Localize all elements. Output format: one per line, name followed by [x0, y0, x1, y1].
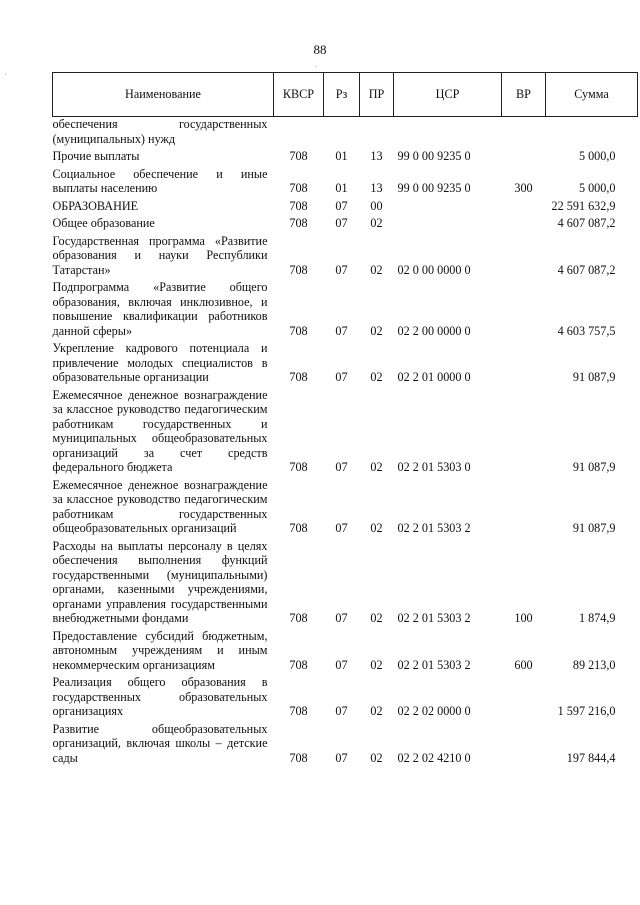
row-name: Социальное обеспечение и иные выплаты населению [52, 166, 268, 195]
row-kvsr: 708 [289, 611, 308, 625]
row-kvsr: 708 [289, 521, 308, 535]
table-row [53, 536, 638, 626]
row-kvsr: 708 [289, 460, 308, 474]
row-pr [360, 117, 394, 147]
row-vr [502, 385, 546, 475]
row-vr [502, 146, 546, 164]
row-csr: 02 0 00 0000 0 [397, 262, 471, 277]
page-number: 88 [313, 42, 327, 57]
row-csr [394, 213, 502, 231]
row-csr: 02 2 01 0000 0 [397, 370, 471, 384]
row-sum: 1 597 216,0 [557, 704, 616, 718]
row-pr: 00 [370, 198, 383, 213]
row-vr [502, 338, 546, 385]
row-pr: 02 [370, 216, 383, 230]
table-body [53, 117, 638, 766]
row-csr: 02 2 02 0000 0 [397, 704, 471, 718]
header-rz: Рз [324, 73, 360, 117]
row-csr: 02 2 00 0000 0 [397, 323, 471, 338]
header-name: Наименование [53, 73, 274, 117]
row-sum: 91 087,9 [572, 521, 616, 535]
row-vr: 100 [514, 611, 533, 625]
table-row [53, 196, 638, 214]
row-sum: 5 000,0 [578, 149, 616, 163]
row-kvsr: 708 [289, 198, 308, 213]
row-name: Развитие общеобразовательных организаций, включая школы – детские сады [52, 721, 268, 765]
row-rz: 07 [335, 216, 348, 230]
row-vr [502, 277, 546, 338]
header-kvsr: КВСР [274, 73, 324, 117]
row-pr: 02 [370, 611, 383, 625]
row-kvsr: 708 [289, 750, 308, 765]
table-row [53, 117, 638, 147]
row-sum [546, 117, 638, 147]
row-vr [502, 719, 546, 766]
budget-table [52, 72, 638, 765]
header-vr: ВР [502, 73, 546, 117]
row-vr [502, 231, 546, 278]
row-vr [502, 117, 546, 147]
row-pr: 13 [370, 149, 383, 163]
scan-mark: · [4, 70, 8, 81]
row-vr [502, 196, 546, 214]
row-sum: 4 603 757,5 [557, 323, 616, 338]
row-kvsr: 708 [289, 181, 308, 195]
row-rz: 07 [335, 704, 348, 718]
row-name: обеспечения государственных (муниципальных) нужд [52, 117, 268, 146]
row-sum: 22 591 632,9 [551, 198, 616, 213]
table-row [53, 164, 638, 196]
header-csr: ЦСР [394, 73, 502, 117]
row-name: Реализация общего образования в государственных образовательных организациях [52, 675, 268, 718]
row-pr: 02 [370, 323, 383, 338]
row-rz: 07 [335, 750, 348, 765]
row-csr: 99 0 00 9235 0 [397, 181, 471, 195]
row-kvsr: 708 [289, 370, 308, 384]
row-csr: 02 2 01 5303 2 [397, 657, 471, 672]
row-sum: 91 087,9 [572, 460, 616, 474]
table-header-row [53, 73, 638, 117]
row-name: Расходы на выплаты персоналу в целях обеспечения выполнения функций государственными (муниципальными) органами, казенными учреждениями, органами управления государственными внебюджетными фондами [52, 538, 268, 625]
row-rz: 07 [335, 323, 348, 338]
row-vr [502, 672, 546, 719]
row-name: Общее образование [52, 216, 155, 230]
row-rz: 07 [335, 521, 348, 535]
table-row [53, 146, 638, 164]
row-pr: 02 [370, 750, 383, 765]
scan-mark: · [314, 62, 318, 73]
row-rz [324, 117, 360, 147]
row-kvsr [274, 117, 324, 147]
row-csr: 02 2 01 5303 0 [397, 460, 471, 474]
row-csr: 02 2 02 4210 0 [397, 750, 471, 765]
row-csr [394, 196, 502, 214]
row-rz: 07 [335, 370, 348, 384]
row-name: ОБРАЗОВАНИЕ [52, 198, 139, 213]
row-rz: 01 [335, 181, 348, 195]
row-rz: 07 [335, 198, 348, 213]
row-csr: 99 0 00 9235 0 [397, 149, 471, 163]
row-name: Подпрограмма «Развитие общего образования, включая инклюзивное, и повышение квалификации работников данной сферы» [52, 280, 268, 338]
row-sum: 89 213,0 [572, 657, 616, 672]
row-vr [502, 475, 546, 536]
row-rz: 01 [335, 149, 348, 163]
row-kvsr: 708 [289, 323, 308, 338]
table-row [53, 385, 638, 475]
row-sum: 5 000,0 [578, 181, 616, 195]
header-sum: Сумма [546, 73, 638, 117]
header-pr: ПР [360, 73, 394, 117]
row-csr [394, 117, 502, 147]
row-vr: 600 [514, 657, 533, 672]
row-sum: 91 087,9 [572, 370, 616, 384]
table-row [53, 338, 638, 385]
row-sum: 4 607 087,2 [557, 216, 616, 230]
table-row [53, 231, 638, 278]
table-row [53, 626, 638, 673]
row-rz: 07 [335, 611, 348, 625]
row-name: Ежемесячное денежное вознаграждение за классное руководство педагогическим работникам государственных общеобразовательных организаций [52, 477, 268, 535]
row-rz: 07 [335, 657, 348, 672]
row-sum: 4 607 087,2 [557, 262, 616, 277]
row-name: Укрепление кадрового потенциала и привлечение молодых специалистов в образовательные организации [52, 341, 268, 384]
row-pr: 02 [370, 262, 383, 277]
row-vr [502, 213, 546, 231]
row-pr: 02 [370, 521, 383, 535]
row-kvsr: 708 [289, 262, 308, 277]
row-csr: 02 2 01 5303 2 [397, 611, 471, 625]
row-vr: 300 [514, 181, 533, 195]
table-row [53, 475, 638, 536]
row-pr: 02 [370, 657, 383, 672]
table-row [53, 719, 638, 766]
row-sum: 197 844,4 [566, 750, 616, 765]
row-sum: 1 874,9 [578, 611, 616, 625]
row-rz: 07 [335, 262, 348, 277]
row-name: Государственная программа «Развитие образования и науки Республики Татарстан» [52, 233, 268, 277]
table-row [53, 213, 638, 231]
row-pr: 13 [370, 181, 383, 195]
row-kvsr: 708 [289, 216, 308, 230]
row-rz: 07 [335, 460, 348, 474]
row-kvsr: 708 [289, 149, 308, 163]
table-row [53, 277, 638, 338]
row-kvsr: 708 [289, 704, 308, 718]
row-name: Прочие выплаты [52, 149, 140, 163]
row-pr: 02 [370, 704, 383, 718]
table-row [53, 672, 638, 719]
row-kvsr: 708 [289, 657, 308, 672]
row-pr: 02 [370, 460, 383, 474]
row-csr: 02 2 01 5303 2 [397, 521, 471, 535]
row-name: Предоставление субсидий бюджетным, автономным учреждениям и иным некоммерческим организациям [52, 628, 268, 672]
row-name: Ежемесячное денежное вознаграждение за классное руководство педагогическим работникам государственных и муниципальных общеобразовательных организаций за счет средств федерального бюджета [52, 387, 268, 474]
row-pr: 02 [370, 370, 383, 384]
